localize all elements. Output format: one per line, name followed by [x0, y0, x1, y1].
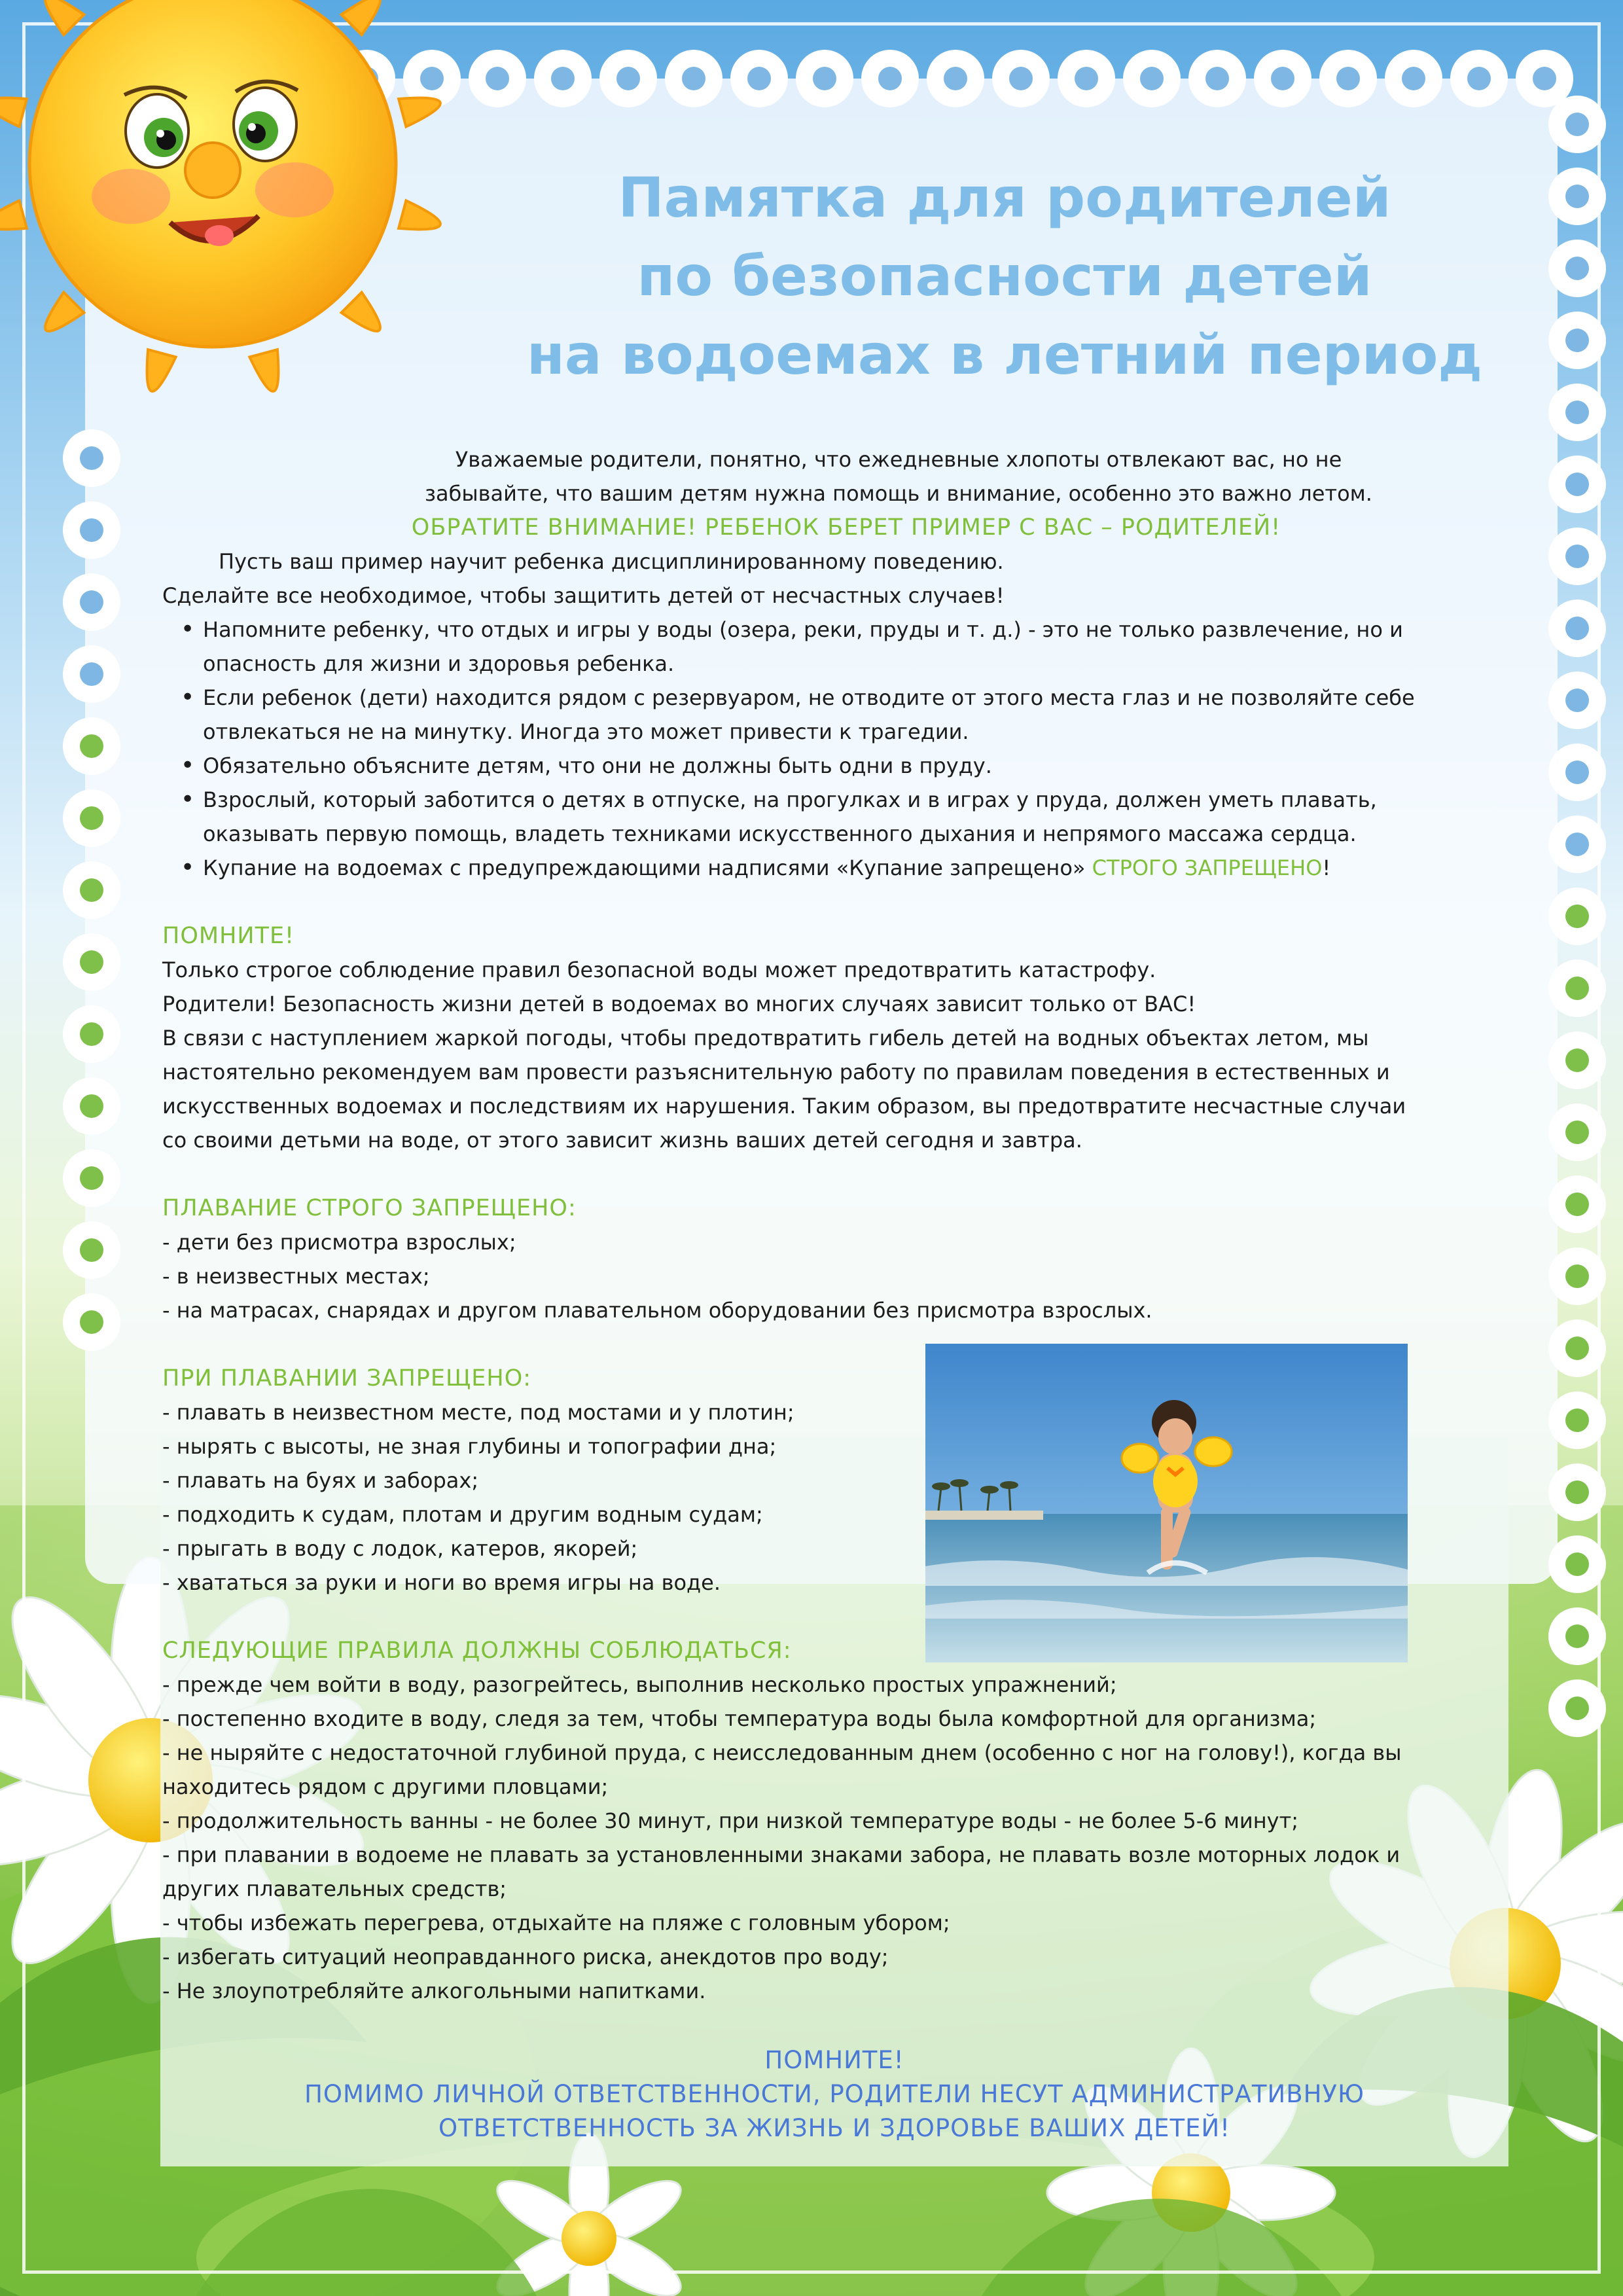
closing-notice	[160, 2043, 1508, 2145]
list-item	[203, 783, 1504, 851]
list-item: - на матрасах, снарядах и другом плавательном оборудовании без присмотра взрослых.	[162, 1298, 1152, 1323]
attention-heading: ОБРАТИТЕ ВНИМАНИЕ! РЕБЕНОК БЕРЕТ ПРИМЕР С ВАС – РОДИТЕЛЕЙ!	[411, 514, 1281, 541]
page-title	[484, 158, 1525, 394]
remember-line: искусственных водоемах и последствиям их нарушения. Таким образом, вы предотвратите несчастные случаи	[162, 1094, 1406, 1119]
safety-bullet-list	[162, 613, 1504, 885]
rule-line: находитесь рядом с другими пловцами;	[162, 1774, 609, 1799]
bullet-text: • Взрослый, который заботится о детях в отпуске, на прогулках и в играх у пруда, должен уметь плавать,	[203, 787, 1377, 812]
list-item	[203, 851, 1504, 885]
remember-heading: ПОМНИТЕ!	[162, 923, 295, 949]
protect-line: Сделайте все необходимое, чтобы защитить детей от несчастных случаев!	[162, 583, 1005, 608]
rule-line: - чтобы избежать перегрева, отдыхайте на пляже с головным убором;	[162, 1910, 950, 1935]
rule-line: - Не злоупотребляйте алкогольными напитками.	[162, 1979, 706, 2003]
remember-line: В связи с наступлением жаркой погоды, чтобы предотвратить гибель детей на водных объектах летом, мы	[162, 1026, 1369, 1050]
bullet-tail: !	[1322, 855, 1331, 880]
list-item: - нырять с высоты, не зная глубины и топографии дна;	[162, 1434, 777, 1459]
list-item: - хвататься за руки и ноги во время игры на воде.	[162, 1570, 721, 1595]
example-line: Пусть ваш пример научит ребенка дисциплинированному поведению.	[219, 549, 1004, 574]
remember-line: настоятельно рекомендуем вам провести разъяснительную работу по правилам поведения в естественных и	[162, 1060, 1390, 1085]
lace-border-right	[1538, 39, 1616, 1806]
title-line-1: Памятка для родителей	[618, 166, 1391, 230]
closing-line-3: ОТВЕТСТВЕННОСТЬ ЗА ЖИЗНЬ И ЗДОРОВЬЕ ВАШИХ ДЕТЕЙ!	[438, 2114, 1230, 2142]
list-item: - плавать в неизвестном месте, под мостами и у плотин;	[162, 1400, 794, 1425]
list-item: - плавать на буях и заборах;	[162, 1468, 479, 1493]
list-item	[203, 681, 1504, 749]
list-item: - прыгать в воду с лодок, катеров, якорей;	[162, 1536, 638, 1561]
bullet-text: • Напомните ребенку, что отдых и игры у воды (озера, реки, пруды и т. д.) - это не только развлечение, но и	[203, 617, 1403, 642]
swimming-forbidden-heading: ПЛАВАНИЕ СТРОГО ЗАПРЕЩЕНО:	[162, 1195, 577, 1221]
rule-line: - не ныряйте с недостаточной глубиной пруда, с неисследованным днем (особенно с ног на голову!), когда вы	[162, 1740, 1402, 1765]
list-item: - подходить к судам, плотам и другим водным судам;	[162, 1502, 763, 1527]
main-content	[162, 442, 1504, 2008]
closing-line-2: ПОМИМО ЛИЧНОЙ ОТВЕТСТВЕННОСТИ, РОДИТЕЛИ НЕСУТ АДМИНИСТРАТИВНУЮ	[304, 2080, 1364, 2108]
list-item	[203, 613, 1504, 681]
strictly-forbidden-emphasis: СТРОГО ЗАПРЕЩЕНО	[1092, 855, 1323, 880]
rule-line: - постепенно входите в воду, следя за тем, чтобы температура воды была комфортной для организма;	[162, 1706, 1317, 1731]
bullet-text: оказывать первую помощь, владеть техниками искусственного дыхания и непрямого массажа сердца.	[203, 821, 1357, 846]
while-swimming-heading: ПРИ ПЛАВАНИИ ЗАПРЕЩЕНО:	[162, 1365, 532, 1391]
list-item: - в неизвестных местах;	[162, 1264, 430, 1289]
title-line-2: по безопасности детей	[637, 244, 1372, 308]
closing-line-1: ПОМНИТЕ!	[764, 2046, 904, 2074]
bullet-text: Купание на водоемах с предупреждающими надписями «Купание запрещено»	[203, 855, 1092, 880]
bullet-text: опасность для жизни и здоровья ребенка.	[203, 651, 675, 676]
title-line-3: на водоемах в летний период	[526, 323, 1483, 387]
intro-line-2: забывайте, что вашим детям нужна помощь и внимание, особенно это важно летом.	[425, 481, 1372, 506]
rule-line: - прежде чем войти в воду, разогрейтесь, выполнив несколько простых упражнений;	[162, 1672, 1117, 1697]
remember-line: Только строгое соблюдение правил безопасной воды может предотвратить катастрофу.	[162, 958, 1156, 982]
rule-line: - избегать ситуаций неоправданного риска, анекдотов про воду;	[162, 1945, 889, 1969]
remember-line: Родители! Безопасность жизни детей в водоемах во многих случаях зависит только от ВАС!	[162, 992, 1196, 1016]
child-at-sea-photo	[925, 1344, 1408, 1662]
lace-border-left	[52, 419, 131, 1401]
rule-line: - продолжительность ванны - не более 30 минут, при низкой температуре воды - не более 5-6 минут;	[162, 1808, 1298, 1833]
smiling-sun-illustration	[0, 0, 550, 471]
bullet-text: • Обязательно объясните детям, что они не должны быть одни в пруду.	[203, 753, 992, 778]
list-item	[203, 749, 1504, 783]
bullet-text: отвлекаться не на минутку. Иногда это может привести к трагедии.	[203, 719, 969, 744]
rules-heading: СЛЕДУЮЩИЕ ПРАВИЛА ДОЛЖНЫ СОБЛЮДАТЬСЯ:	[162, 1638, 792, 1664]
bullet-text: • Если ребенок (дети) находится рядом с резервуаром, не отводите от этого места глаз и не позволяйте себе	[203, 685, 1415, 710]
rule-line: других плавательных средств;	[162, 1876, 507, 1901]
remember-line: со своими детьми на воде, от этого зависит жизнь ваших детей сегодня и завтра.	[162, 1128, 1082, 1153]
list-item: - дети без присмотра взрослых;	[162, 1230, 516, 1255]
rule-line: - при плавании в водоеме не плавать за установленными знаками забора, не плавать возле моторных лодок и	[162, 1842, 1400, 1867]
intro-line-1: Уважаемые родители, понятно, что ежедневные хлопоты отвлекают вас, но не	[455, 447, 1342, 472]
